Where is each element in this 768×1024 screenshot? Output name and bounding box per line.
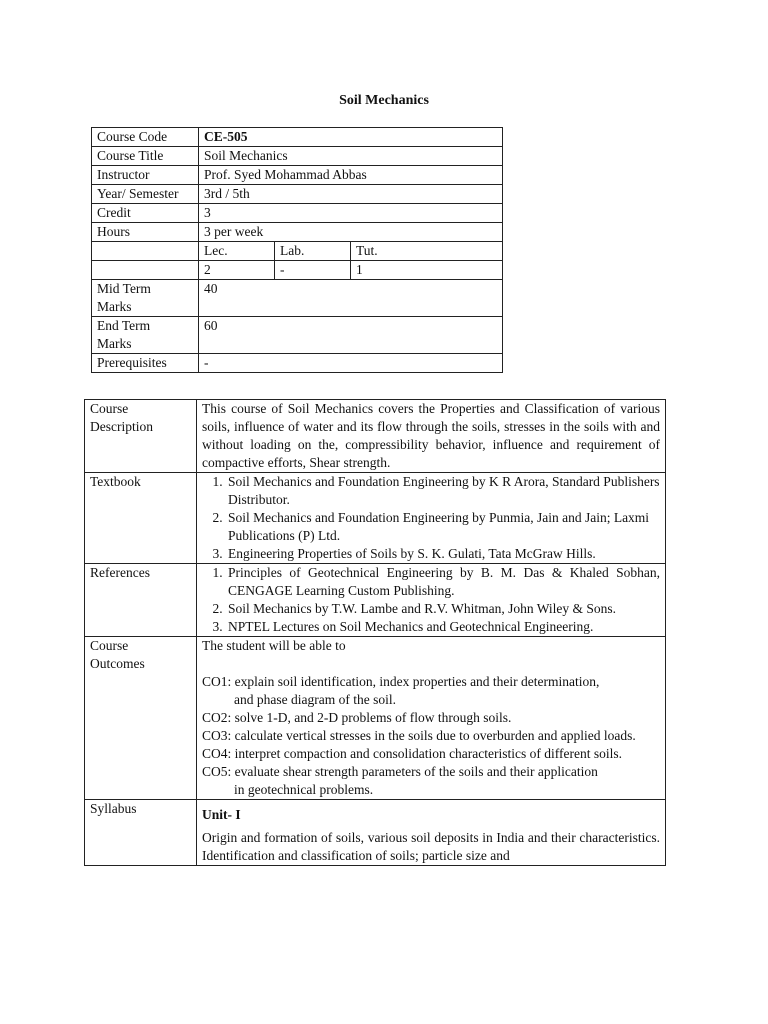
- table-row: [85, 564, 666, 637]
- table-row: [92, 185, 503, 204]
- textbook-item: 1. Soil Mechanics and Foundation Engineering by K R Arora, Standard Publishers Distributor.: [226, 473, 660, 509]
- table-row: [92, 223, 503, 242]
- outcome-co4: CO4: interpret compaction and consolidation characteristics of different soils.: [202, 746, 623, 761]
- hours-split-empty: [92, 261, 199, 280]
- outcome-co1: CO1: explain soil identification, index properties and their determination,: [202, 674, 600, 689]
- table-row: [92, 280, 503, 317]
- outcome-co5: CO5: evaluate shear strength parameters of the soils and their application: [202, 764, 598, 779]
- table-row: [92, 317, 503, 354]
- references-list: [202, 564, 660, 636]
- description-label-line1: Course: [90, 401, 129, 416]
- course-code-label: Course Code: [92, 128, 199, 147]
- course-description: This course of Soil Mechanics covers the Properties and Classification of various soils, influence of water and its flow through the soils, stresses in the soils with and without loading on the, compressibility behavior, influence and requirement of compactive efforts, Shear strength.: [197, 400, 666, 473]
- outcome-co3: CO3: calculate vertical stresses in the soils due to overburden and applied loads.: [202, 728, 636, 743]
- table-row: [92, 204, 503, 223]
- course-title-value: Soil Mechanics: [199, 147, 503, 166]
- prerequisites-label: Prerequisites: [92, 354, 199, 373]
- spacer: [202, 655, 660, 673]
- table-row: [85, 473, 666, 564]
- textbook-item: 3. Engineering Properties of Soils by S. K. Gulati, Tata McGraw Hills.: [226, 545, 660, 563]
- references-list-cell: [197, 564, 666, 637]
- end-term-label-line2: Marks: [97, 336, 132, 351]
- table-row: [92, 128, 503, 147]
- outcome-co5-continued: in geotechnical problems.: [234, 782, 374, 797]
- year-semester-label: Year/ Semester: [92, 185, 199, 204]
- hours-value: 3 per week: [199, 223, 503, 242]
- reference-item: 2. Soil Mechanics by T.W. Lambe and R.V. Whitman, John Wiley & Sons.: [226, 600, 660, 618]
- prerequisites-value: -: [199, 354, 503, 373]
- table-row: [92, 242, 503, 261]
- textbook-item: 2. Soil Mechanics and Foundation Engineering by Punmia, Jain and Jain; Laxmi Publications (P) Ltd.: [226, 509, 660, 545]
- course-details-table: [84, 399, 666, 866]
- lab-value: -: [275, 261, 351, 280]
- instructor-value: Prof. Syed Mohammad Abbas: [199, 166, 503, 185]
- document-title: Soil Mechanics: [339, 93, 429, 108]
- course-info-table: [91, 127, 503, 373]
- references-label: References: [85, 564, 197, 637]
- reference-item: 1. Principles of Geotechnical Engineering by B. M. Das & Khaled Sobhan, CENGAGE Learning Custom Publishing.: [226, 564, 660, 600]
- outcomes-label-line2: Outcomes: [90, 656, 145, 671]
- hours-label: Hours: [92, 223, 199, 242]
- end-term-label: [92, 317, 199, 354]
- table-row: [92, 166, 503, 185]
- table-row: [92, 261, 503, 280]
- lec-value: 2: [199, 261, 275, 280]
- unit-title: Unit- I: [202, 807, 241, 822]
- textbook-label: Textbook: [85, 473, 197, 564]
- reference-item: 3. NPTEL Lectures on Soil Mechanics and Geotechnical Engineering.: [226, 618, 660, 636]
- mid-term-value: 40: [199, 280, 503, 317]
- syllabus-label: Syllabus: [85, 800, 197, 866]
- outcome-co2: CO2: solve 1-D, and 2-D problems of flow through soils.: [202, 710, 512, 725]
- tut-value: 1: [351, 261, 503, 280]
- table-row: [92, 354, 503, 373]
- description-label: [85, 400, 197, 473]
- course-title-label: Course Title: [92, 147, 199, 166]
- table-row: [85, 800, 666, 866]
- description-label-line2: Description: [90, 419, 153, 434]
- table-row: [92, 147, 503, 166]
- unit-text: Origin and formation of soils, various soil deposits in India and their characteristics. Identification and classification of soils; particle size and: [202, 830, 660, 863]
- outcomes-label: [85, 637, 197, 800]
- lab-label: Lab.: [275, 242, 351, 261]
- outcomes-intro: The student will be able to: [202, 638, 346, 653]
- table-row: [85, 637, 666, 800]
- outcome-co1-continued: and phase diagram of the soil.: [234, 692, 396, 707]
- hours-split-empty: [92, 242, 199, 261]
- table-row: [85, 400, 666, 473]
- tut-label: Tut.: [351, 242, 503, 261]
- mid-term-label-line1: Mid Term: [97, 281, 151, 296]
- course-code-value: CE-505: [199, 128, 503, 147]
- outcomes-label-line1: Course: [90, 638, 129, 653]
- mid-term-label: [92, 280, 199, 317]
- mid-term-label-line2: Marks: [97, 299, 132, 314]
- end-term-label-line1: End Term: [97, 318, 151, 333]
- textbook-list-cell: [197, 473, 666, 564]
- credit-label: Credit: [92, 204, 199, 223]
- year-semester-value: 3rd / 5th: [199, 185, 503, 204]
- credit-value: 3: [199, 204, 503, 223]
- instructor-label: Instructor: [92, 166, 199, 185]
- lec-label: Lec.: [199, 242, 275, 261]
- syllabus-cell: [197, 800, 666, 866]
- outcomes-cell: [197, 637, 666, 800]
- end-term-value: 60: [199, 317, 503, 354]
- textbook-list: [202, 473, 660, 563]
